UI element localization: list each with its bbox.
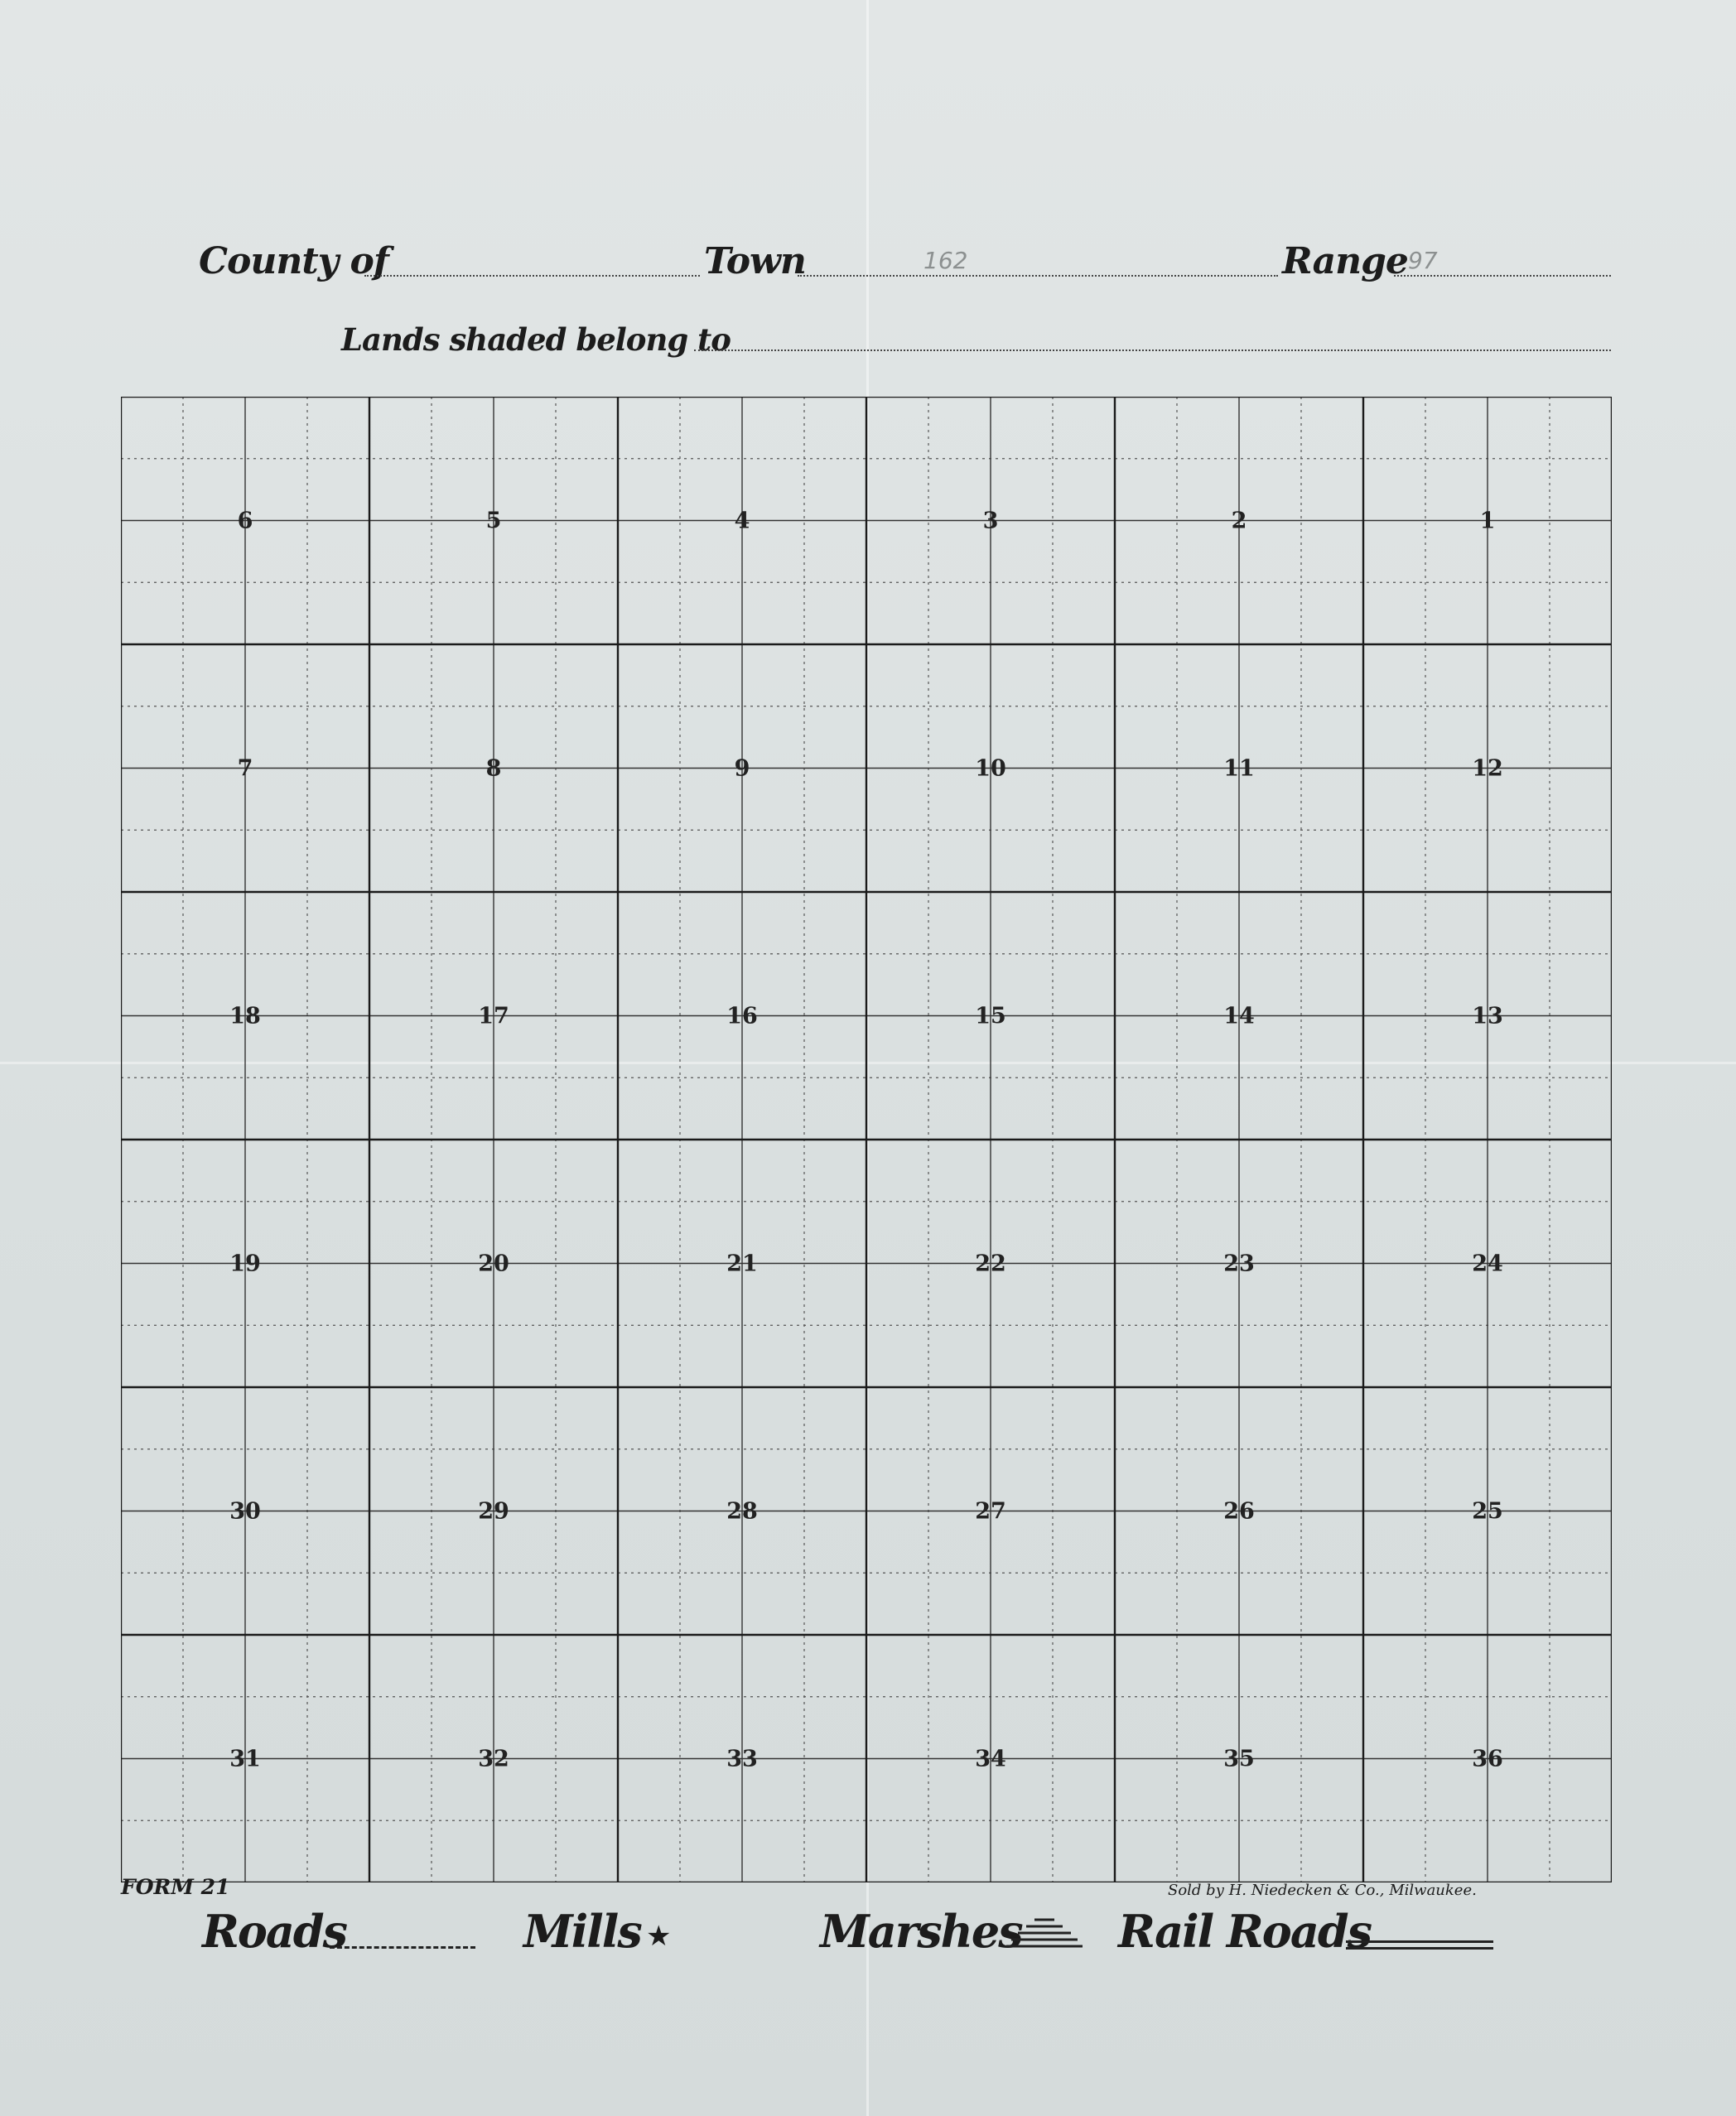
lands-shaded-label: Lands shaded belong to: [341, 321, 731, 358]
section-number: 7: [237, 755, 253, 781]
legend-roads-label: Roads: [202, 1905, 347, 1958]
marsh-symbol-icon: [1006, 1913, 1083, 1953]
section-number: 12: [1472, 755, 1503, 781]
town-label: Town: [704, 240, 806, 282]
publisher-credit: Sold by H. Niedecken & Co., Milwaukee.: [1168, 1882, 1477, 1899]
section-number: 32: [478, 1746, 509, 1771]
legend-railroads-label: Rail Roads: [1118, 1905, 1371, 1958]
section-number: 10: [975, 755, 1006, 781]
section-number: 30: [229, 1498, 261, 1524]
county-label: County of: [199, 240, 388, 282]
section-number: 27: [975, 1498, 1006, 1524]
section-number: 9: [734, 755, 750, 781]
section-number: 25: [1472, 1498, 1503, 1524]
road-line-icon: [330, 1946, 475, 1949]
legend-marshes-label: Marshes: [820, 1905, 1022, 1958]
town-value: 162: [923, 247, 968, 274]
section-number: 6: [237, 508, 253, 533]
section-number: 3: [982, 508, 999, 533]
section-number: 31: [229, 1746, 261, 1771]
section-number: 8: [485, 755, 502, 781]
railroad-line-icon: [1346, 1940, 1493, 1950]
lands-field-line: [694, 349, 1611, 351]
range-value: 97: [1408, 247, 1438, 274]
section-number: 23: [1223, 1251, 1255, 1276]
section-number: 33: [726, 1746, 758, 1771]
section-number: 20: [478, 1251, 509, 1276]
grid-lines: [121, 397, 1612, 1882]
county-field-line: [364, 275, 700, 277]
section-number: 26: [1223, 1498, 1255, 1524]
form-number: FORM 21: [121, 1875, 230, 1899]
section-number: 11: [1223, 755, 1255, 781]
section-number: 22: [975, 1251, 1006, 1276]
section-number: 13: [1472, 1003, 1503, 1029]
range-field-line: [1394, 275, 1611, 277]
section-number: 18: [229, 1003, 261, 1029]
legend-mills-label: Mills: [523, 1905, 641, 1958]
town-field-line: [798, 275, 1278, 277]
township-grid: [121, 397, 1612, 1882]
section-number: 35: [1223, 1746, 1255, 1771]
section-number: 15: [975, 1003, 1006, 1029]
section-number: 2: [1231, 508, 1247, 533]
section-number: 17: [478, 1003, 509, 1029]
section-number: 1: [1479, 508, 1496, 533]
section-number: 34: [975, 1746, 1006, 1771]
range-label: Range: [1282, 240, 1408, 282]
section-number: 16: [726, 1003, 758, 1029]
section-number: 14: [1223, 1003, 1255, 1029]
section-number: 4: [734, 508, 750, 533]
section-number: 29: [478, 1498, 509, 1524]
section-number: 19: [229, 1251, 261, 1276]
section-number: 21: [726, 1251, 758, 1276]
section-number: 28: [726, 1498, 758, 1524]
section-number: 36: [1472, 1746, 1503, 1771]
star-icon: ★: [646, 1920, 672, 1953]
section-number: 5: [485, 508, 502, 533]
section-number: 24: [1472, 1251, 1503, 1276]
